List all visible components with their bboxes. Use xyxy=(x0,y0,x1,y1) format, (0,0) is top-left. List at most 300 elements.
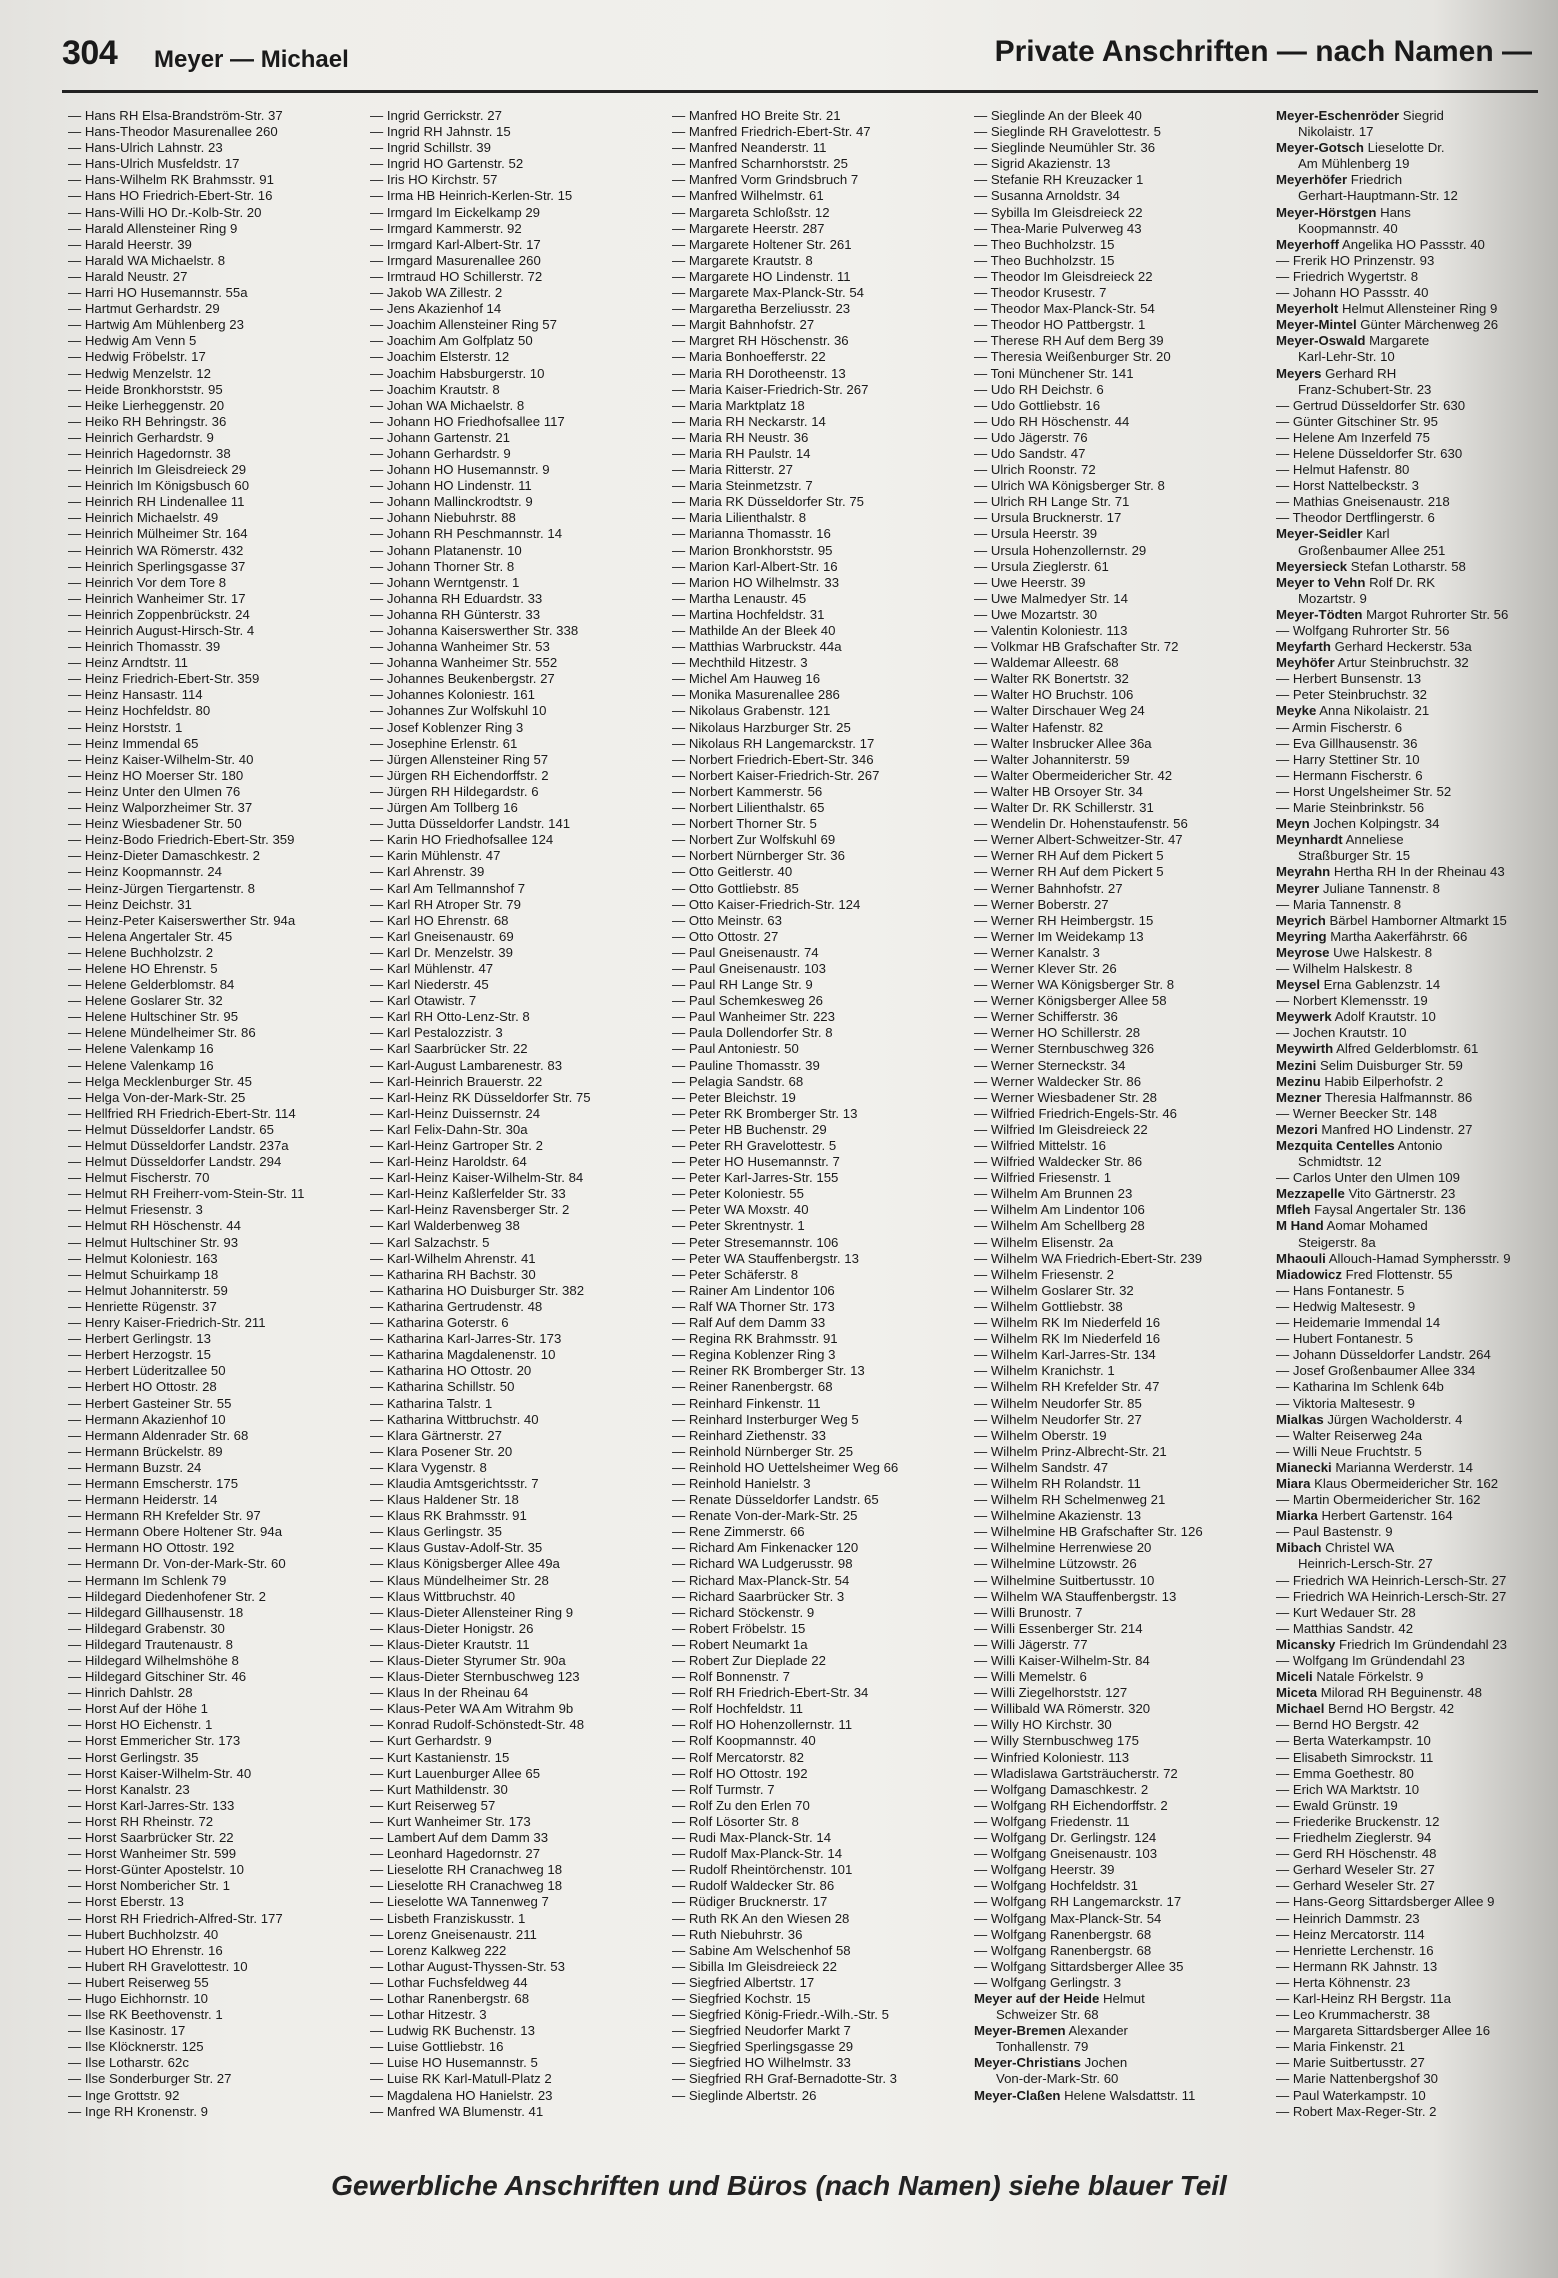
listing-entry: — Horst Gerlingstr. 35 xyxy=(68,1749,199,1765)
listing-entry: — Joachim Habsburgerstr. 10 xyxy=(370,365,545,381)
listing-entry: — Hubert Buchholzstr. 40 xyxy=(68,1926,219,1942)
listing-entry: — Johann HO Lindenstr. 11 xyxy=(370,478,532,494)
listing-entry: Mezner Theresia Halfmannstr. 86 xyxy=(1276,1089,1473,1105)
listing-entry: — Willi Kaiser-Wilhelm-Str. 84 xyxy=(974,1653,1150,1668)
listing-entry: — Gerhard Weseler Str. 27 xyxy=(1276,1878,1435,1894)
listing-entry: — Friedhelm Zieglerstr. 94 xyxy=(1276,1830,1432,1846)
listing-entry: — Werner Im Weidekamp 13 xyxy=(974,928,1144,944)
listing-entry: — Maria RH Paulstr. 14 xyxy=(672,445,811,461)
listing-entry: — Valentin Koloniestr. 113 xyxy=(974,623,1128,638)
listing-entry: — Karl Ahrenstr. 39 xyxy=(370,864,485,880)
listing-entry: — Helmut Hafenstr. 80 xyxy=(1276,462,1410,478)
listing-entry: — Werner WA Königsberger Str. 8 xyxy=(974,977,1175,993)
listing-entry: — Michel Am Hauweg 16 xyxy=(672,671,821,687)
listing-entry: — Wilhelm WA Stauffenbergstr. 13 xyxy=(974,1588,1177,1604)
listing-entry: — Karl-Heinz RH Bergstr. 11a xyxy=(1276,1990,1451,2006)
listing-entry: — Klaus Haldener Str. 18 xyxy=(370,1492,519,1508)
listing-entry: — Margarete HO Lindenstr. 11 xyxy=(672,268,851,284)
listing-entry: — Kurt Lauenburger Allee 65 xyxy=(370,1765,541,1781)
listing-entry: — Klaus Wittbruchstr. 40 xyxy=(370,1588,516,1604)
listing-entry: — Henriette Lerchenstr. 16 xyxy=(1276,1942,1434,1958)
listing-entry: — Hermann Heiderstr. 14 xyxy=(68,1492,218,1508)
listing-entry: — Rudolf Max-Planck-Str. 14 xyxy=(672,1846,843,1862)
listing-entry: — Heinrich Mülheimer Str. 164 xyxy=(68,526,248,542)
listing-entry: — Richard Am Finkenacker 120 xyxy=(672,1540,859,1556)
listing-entry: — Heinrich Dammstr. 23 xyxy=(1276,1910,1420,1926)
listing-entry: — Johann Platanenstr. 10 xyxy=(370,542,522,558)
listing-entry: — Karl RH Otto-Lenz-Str. 8 xyxy=(370,1009,530,1025)
listing-entry: — Harri HO Husemannstr. 55a xyxy=(68,285,248,301)
listing-entry: — Irmgard Kammerstr. 92 xyxy=(370,220,522,236)
listing-entry: — Wilhelm RH Schelmenweg 21 xyxy=(974,1492,1166,1508)
listing-entry: — Kurt Reiserweg 57 xyxy=(370,1797,496,1813)
listing-entry: Am Mühlenberg 19 xyxy=(1298,156,1410,172)
listing-entry: — Katharina Wittbruchstr. 40 xyxy=(370,1411,539,1427)
listing-entry: — Hedwig Menzelstr. 12 xyxy=(68,365,211,381)
listing-entry: — Hans-Theodor Masurenallee 260 xyxy=(68,124,278,140)
listing-entry: — Jürgen RH Eichendorffstr. 2 xyxy=(370,767,549,783)
listing-entry: — Willi Brunostr. 7 xyxy=(974,1604,1083,1620)
listing-entry: — Theodor HO Pattbergstr. 1 xyxy=(974,317,1146,333)
listing-entry: — Friederike Bruckenstr. 12 xyxy=(1276,1813,1440,1829)
listing-entry: — Hermann Emscherstr. 175 xyxy=(68,1475,239,1491)
listing-entry: — Helena Angertaler Str. 45 xyxy=(68,928,233,944)
listing-entry: — Irmgard Karl-Albert-Str. 17 xyxy=(370,236,541,252)
listing-entry: — Rüdiger Brucknerstr. 17 xyxy=(672,1894,828,1910)
listing-entry: — Rolf Mercatorstr. 82 xyxy=(672,1749,804,1765)
listing-entry: — Horst Eberstr. 13 xyxy=(68,1894,184,1910)
listing-entry: Mezinu Habib Eilperhofstr. 2 xyxy=(1276,1073,1444,1089)
listing-entry: — Gertrud Düsseldorfer Str. 630 xyxy=(1276,397,1466,413)
listing-entry: — Udo Sandstr. 47 xyxy=(974,445,1086,461)
listing-entry: — Theodor Max-Planck-Str. 54 xyxy=(974,301,1155,317)
listing-entry: — Hermann RK Jahnstr. 13 xyxy=(1276,1958,1438,1974)
listing-entry: — Klaus-Dieter Krautstr. 11 xyxy=(370,1636,530,1652)
listing-entry: — Irma HB Heinrich-Kerlen-Str. 15 xyxy=(370,188,573,204)
listing-entry: — Hellfried RH Friedrich-Ebert-Str. 114 xyxy=(68,1105,296,1121)
listing-entry: — Stefanie RH Kreuzacker 1 xyxy=(974,172,1144,188)
listing-entry: — Hermann Aldenrader Str. 68 xyxy=(68,1427,249,1443)
listing-entry: — Walter Dr. RK Schillerstr. 31 xyxy=(974,800,1154,816)
listing-entry: — Manfred Neanderstr. 11 xyxy=(672,140,827,156)
listing-entry: — Ralf WA Thorner Str. 173 xyxy=(672,1298,835,1314)
listing-entry: — Hartwig Am Mühlenberg 23 xyxy=(68,317,244,333)
listing-entry: — Siegfried RH Graf-Bernadotte-Str. 3 xyxy=(672,2071,898,2087)
listing-entry: — Paul Gneisenaustr. 74 xyxy=(672,944,819,960)
listing-entry: — Hildegard Gillhausenstr. 18 xyxy=(68,1604,244,1620)
listing-entry: — Wilhelm Halskestr. 8 xyxy=(1276,960,1413,976)
listing-entry: — Susanna Arnoldstr. 34 xyxy=(974,188,1120,204)
listing-entry: — Jakob WA Zillestr. 2 xyxy=(370,285,503,301)
listing-entry: — Karl-Heinz Kaßlerfelder Str. 33 xyxy=(370,1186,566,1202)
listing-entry: — Reinhold HO Uettelsheimer Weg 66 xyxy=(672,1459,899,1475)
listing-entry: — Karin HO Friedhofsallee 124 xyxy=(370,832,554,848)
section-title: Private Anschriften — nach Namen — xyxy=(994,35,1532,68)
listing-entry: — Hubert Fontanestr. 5 xyxy=(1276,1331,1414,1347)
listing-entry: — Helmut Düsseldorfer Landstr. 65 xyxy=(68,1121,274,1137)
listing-entry: — Willi Essenberger Str. 214 xyxy=(974,1620,1143,1636)
listing-entry: Heinrich-Lersch-Str. 27 xyxy=(1298,1556,1433,1572)
listing-entry: — Hermann Obere Holtener Str. 94a xyxy=(68,1524,283,1540)
listing-entry: — Werner HO Schillerstr. 28 xyxy=(974,1025,1141,1041)
listing-entry: — Walter Hafenstr. 82 xyxy=(974,719,1104,735)
listing-entry: — Otto Gottliebstr. 85 xyxy=(672,880,799,896)
listing-entry: — Paul Gneisenaustr. 103 xyxy=(672,960,826,976)
listing-entry: — Karl Mühlenstr. 47 xyxy=(370,960,494,976)
listing-entry: — Werner Sterneckstr. 34 xyxy=(974,1057,1126,1073)
listing-entry: — Margaretha Berzeliusstr. 23 xyxy=(672,301,851,317)
listing-entry: — Leonhard Hagedornstr. 27 xyxy=(370,1846,541,1862)
listing-entry: — Monika Masurenallee 286 xyxy=(672,687,840,703)
listing-entry: — Karl Felix-Dahn-Str. 30a xyxy=(370,1121,528,1137)
listing-entry: — Klara Vygenstr. 8 xyxy=(370,1459,487,1475)
listing-entry: — Maria Steinmetzstr. 7 xyxy=(672,478,813,494)
listing-entry: — Wilhelm Am Brunnen 23 xyxy=(974,1186,1133,1202)
listing-entry: — Martin Obermeidericher Str. 162 xyxy=(1276,1492,1481,1508)
listing-entry: — Hermann Dr. Von-der-Mark-Str. 60 xyxy=(68,1556,286,1572)
listing-entry: — Rudi Max-Planck-Str. 14 xyxy=(672,1830,832,1846)
listing-entry: — Wilhelm Prinz-Albrecht-Str. 21 xyxy=(974,1443,1167,1459)
listing-entry: — Gerd RH Höschenstr. 48 xyxy=(1276,1846,1437,1862)
listing-entry: — Harald WA Michaelstr. 8 xyxy=(68,252,226,268)
listing-entry: — Wilhelm Gottliebstr. 38 xyxy=(974,1298,1123,1314)
listing-entry: — Helene Düsseldorfer Str. 630 xyxy=(1276,445,1463,461)
listing-entry: — Winfried Koloniestr. 113 xyxy=(974,1749,1130,1765)
listing-entry: — Horst RH Rheinstr. 72 xyxy=(68,1813,214,1829)
listing-entry: — Maria Kaiser-Friedrich-Str. 267 xyxy=(672,381,869,397)
listing-entry: — Horst HO Eichenstr. 1 xyxy=(68,1717,213,1733)
listing-entry: — Karl Saarbrücker Str. 22 xyxy=(370,1041,528,1057)
listing-entry: — Werner RH Auf dem Pickert 5 xyxy=(974,864,1164,880)
listing-entry: — Horst Kanalstr. 23 xyxy=(68,1781,190,1797)
listing-entry: — Lisbeth Franziskusstr. 1 xyxy=(370,1910,526,1926)
listing-entry: — Hans Fontanestr. 5 xyxy=(1276,1282,1405,1298)
footer-note: Gewerbliche Anschriften und Büros (nach Namen) siehe blauer Teil xyxy=(331,2170,1227,2201)
listing-entry: — Mechthild Hitzestr. 3 xyxy=(672,655,808,671)
listing-entry: — Wilhelm Neudorfer Str. 27 xyxy=(974,1411,1142,1427)
listing-entry: — Harald Heerstr. 39 xyxy=(68,236,192,252)
listing-entry: Meyer-Bremen Alexander xyxy=(974,2023,1128,2039)
listing-entry: — Klaus Königsberger Allee 49a xyxy=(370,1556,560,1572)
listing-entry: — Heinrich Im Königsbusch 60 xyxy=(68,478,250,494)
listing-entry: — Hedwig Am Venn 5 xyxy=(68,333,197,349)
listing-entry: — Nikolaus Grabenstr. 121 xyxy=(672,703,831,719)
listing-entry: — Marie Steinbrinkstr. 56 xyxy=(1276,800,1425,816)
listing-entry: — Paul RH Lange Str. 9 xyxy=(672,977,813,993)
listing-entry: — Maria Tannenstr. 8 xyxy=(1276,896,1402,912)
listing-entry: — Heinz-Bodo Friedrich-Ebert-Str. 359 xyxy=(68,832,295,848)
listing-entry: — Heinz Kaiser-Wilhelm-Str. 40 xyxy=(68,751,254,767)
listing-entry: — Walter Obermeidericher Str. 42 xyxy=(974,767,1173,783)
column-3 xyxy=(672,108,968,2104)
listing-entry: Meyer-Seidler Karl xyxy=(1276,526,1390,542)
listing-entry: Meywerk Adolf Krautstr. 10 xyxy=(1276,1009,1436,1025)
listing-entry: — Volkmar HB Grafschafter Str. 72 xyxy=(974,639,1179,655)
listing-entry: — Helmut RH Freiherr-vom-Stein-Str. 11 xyxy=(68,1186,305,1202)
listing-entry: — Ulrich RH Lange Str. 71 xyxy=(974,494,1130,510)
listing-entry: — Renate Düsseldorfer Landstr. 65 xyxy=(672,1492,879,1508)
listing-entry: — Luise Gottliebstr. 16 xyxy=(370,2039,504,2055)
listing-entry: — Johanna Wanheimer Str. 552 xyxy=(370,655,558,671)
listing-entry: — Jutta Düsseldorfer Landstr. 141 xyxy=(370,816,571,832)
listing-entry: Mfleh Faysal Angertaler Str. 136 xyxy=(1276,1202,1466,1218)
listing-entry: — Katharina Talstr. 1 xyxy=(370,1395,493,1411)
listing-entry: — Lothar Ranenbergstr. 68 xyxy=(370,1990,530,2006)
listing-entry: — Helene Mündelheimer Str. 86 xyxy=(68,1025,256,1041)
listing-entry: — Walter Dirschauer Weg 24 xyxy=(974,703,1145,719)
listing-entry: — Kurt Kastanienstr. 15 xyxy=(370,1749,510,1765)
listing-entry: — Manfred Friedrich-Ebert-Str. 47 xyxy=(672,124,871,140)
listing-entry: — Herbert Gerlingstr. 13 xyxy=(68,1331,211,1347)
listing-entry: — Manfred WA Blumenstr. 41 xyxy=(370,2103,544,2119)
listing-entry: — Klaus In der Rheinau 64 xyxy=(370,1685,529,1701)
column-1 xyxy=(68,108,364,2120)
listing-entry: — Johanna RH Eduardstr. 33 xyxy=(370,590,543,606)
listing-entry: — Willy HO Kirchstr. 30 xyxy=(974,1717,1112,1733)
listing-entry: — Rolf HO Ottostr. 192 xyxy=(672,1765,808,1781)
listing-entry: — Marie Nattenbergshof 30 xyxy=(1276,2071,1438,2087)
listing-entry: — Elisabeth Simrockstr. 11 xyxy=(1276,1749,1434,1765)
listing-entry: — Klaudia Amtsgerichtsstr. 7 xyxy=(370,1475,539,1491)
listing-entry: — Hans HO Friedrich-Ebert-Str. 16 xyxy=(68,188,273,204)
listing-entry: Mezori Manfred HO Lindenstr. 27 xyxy=(1276,1121,1473,1137)
listing-entry: — Peter WA Moxstr. 40 xyxy=(672,1202,809,1218)
listing-entry: — Johann RH Peschmannstr. 14 xyxy=(370,526,563,542)
listing-entry: — Horst Saarbrücker Str. 22 xyxy=(68,1830,234,1846)
listing-entry: Miarka Herbert Gartenstr. 164 xyxy=(1276,1508,1453,1524)
listing-entry: — Heinz Immendal 65 xyxy=(68,735,199,751)
listing-entry: — Peter WA Stauffenbergstr. 13 xyxy=(672,1250,859,1266)
listing-entry: — Henriette Rügenstr. 37 xyxy=(68,1298,217,1314)
listing-entry: — Karl-Heinz Kaiser-Wilhelm-Str. 84 xyxy=(370,1170,584,1186)
listing-entry: — Helene HO Ehrenstr. 5 xyxy=(68,960,218,976)
listing-entry: — Ilse Sonderburger Str. 27 xyxy=(68,2071,232,2087)
listing-entry: — Johannes Koloniestr. 161 xyxy=(370,687,535,703)
listing-entry: — Wilhelm RK Im Niederfeld 16 xyxy=(974,1315,1161,1331)
listing-entry: — Norbert Friedrich-Ebert-Str. 346 xyxy=(672,751,874,767)
listing-entry: — Heinz HO Moerser Str. 180 xyxy=(68,767,244,783)
listing-entry: — Helene Valenkamp 16 xyxy=(68,1041,214,1057)
listing-entry: — Theresia Weißenburger Str. 20 xyxy=(974,349,1171,365)
listing-entry: — Carlos Unter den Ulmen 109 xyxy=(1276,1170,1460,1186)
listing-entry: — Renate Von-der-Mark-Str. 25 xyxy=(672,1508,858,1524)
listing-entry: — Eva Gillhausenstr. 36 xyxy=(1276,735,1418,751)
listing-entry: — Uwe Heerstr. 39 xyxy=(974,574,1086,590)
listing-entry: — Werner Albert-Schweitzer-Str. 47 xyxy=(974,832,1183,848)
listing-entry: — Heinrich Thomasstr. 39 xyxy=(68,639,221,655)
listing-entry: — Matthias Sandstr. 42 xyxy=(1276,1620,1414,1636)
listing-entry: — Helmut Fischerstr. 70 xyxy=(68,1170,210,1186)
listing-entry: — Ludwig RK Buchenstr. 13 xyxy=(370,2023,535,2039)
listing-entry: — Werner Kanalstr. 3 xyxy=(974,944,1100,960)
listing-entry: — Johann Thorner Str. 8 xyxy=(370,558,515,574)
listing-entry: — Helga Mecklenburger Str. 45 xyxy=(68,1073,252,1089)
listing-entry: — Paul Bastenstr. 9 xyxy=(1276,1524,1393,1540)
listing-entry: — Werner Königsberger Allee 58 xyxy=(974,993,1167,1009)
listing-entry: — Inge Grottstr. 92 xyxy=(68,2087,180,2103)
listing-entry: — Wilfried Im Gleisdreieck 22 xyxy=(974,1121,1148,1137)
listing-entry: — Norbert Nürnberger Str. 36 xyxy=(672,848,845,864)
listing-entry: — Peter Bleichstr. 19 xyxy=(672,1089,796,1105)
listing-entry: Meyerholt Helmut Allensteiner Ring 9 xyxy=(1276,301,1498,317)
listing-entry: — Wolfgang Max-Planck-Str. 54 xyxy=(974,1910,1162,1926)
listing-entry: — Wolfgang Im Gründendahl 23 xyxy=(1276,1653,1465,1668)
listing-entry: — Lothar Fuchsfeldweg 44 xyxy=(370,1974,528,1990)
listing-entry: Mhaouli Allouch-Hamad Symphersstr. 9 xyxy=(1276,1250,1511,1266)
listing-entry: — Margarete Max-Planck-Str. 54 xyxy=(672,285,865,301)
listing-entry: — Helmut Johanniterstr. 59 xyxy=(68,1282,228,1298)
listing-entry: — Hugo Eichhornstr. 10 xyxy=(68,1990,209,2006)
listing-entry: Meyrose Uwe Halskestr. 8 xyxy=(1276,944,1433,960)
listing-entry: — Helga Von-der-Mark-Str. 25 xyxy=(68,1089,246,1105)
listing-entry: — Heinrich Gerhardstr. 9 xyxy=(68,429,214,445)
listing-entry: — Jürgen Allensteiner Ring 57 xyxy=(370,751,549,767)
header-rule xyxy=(62,90,1538,93)
listing-entry: Michael Bernd HO Bergstr. 42 xyxy=(1276,1701,1455,1717)
listing-entry: Meyn Jochen Kolpingstr. 34 xyxy=(1276,816,1440,832)
listing-entry: — Nikolaus RH Langemarckstr. 17 xyxy=(672,735,875,751)
listing-entry: — Karl Salzachstr. 5 xyxy=(370,1234,490,1250)
listing-entry: — Werner Bahnhofstr. 27 xyxy=(974,880,1123,896)
listing-entry: — Udo Jägerstr. 76 xyxy=(974,429,1088,445)
listing-entry: Franz-Schubert-Str. 23 xyxy=(1298,381,1432,397)
listing-entry: — Karl-Heinz RK Düsseldorfer Str. 75 xyxy=(370,1089,591,1105)
listing-entry: — Werner Wiesbadener Str. 28 xyxy=(974,1089,1157,1105)
listing-entry: — Sieglinde Neumühler Str. 36 xyxy=(974,140,1156,156)
listing-entry: — Friedrich WA Heinrich-Lersch-Str. 27 xyxy=(1276,1572,1507,1588)
listing-entry: Schweizer Str. 68 xyxy=(996,2007,1099,2023)
listing-entry: Meyfarth Gerhard Heckerstr. 53a xyxy=(1276,639,1472,655)
listing-entry: — Johannes Beukenbergstr. 27 xyxy=(370,671,555,687)
listing-entry: — Rene Zimmerstr. 66 xyxy=(672,1524,805,1540)
listing-entry: — Harald Allensteiner Ring 9 xyxy=(68,220,238,236)
listing-entry: Meyer-Tödten Margot Ruhrorter Str. 56 xyxy=(1276,606,1509,622)
listing-entry: — Helene Hultschiner Str. 95 xyxy=(68,1009,239,1025)
listing-entry: — Wolfgang Ranenbergstr. 68 xyxy=(974,1942,1152,1958)
listing-entry: — Udo RH Höschenstr. 44 xyxy=(974,413,1130,429)
listing-entry: — Paul Schemkesweg 26 xyxy=(672,993,823,1009)
column-2 xyxy=(370,108,666,2120)
listing-entry: Meyers Gerhard RH xyxy=(1276,365,1397,381)
listing-entry: — Irmgard Im Eickelkamp 29 xyxy=(370,204,541,220)
listing-entry: — Manfred Scharnhorststr. 25 xyxy=(672,156,848,172)
listing-entry: — Richard Max-Planck-Str. 54 xyxy=(672,1572,850,1588)
listing-entry: — Karl-August Lambarenestr. 83 xyxy=(370,1057,563,1073)
listing-entry: — Irmtraud HO Schillerstr. 72 xyxy=(370,268,543,284)
listing-entry: — Hermann Akazienhof 10 xyxy=(68,1411,226,1427)
listing-entry: — Wilhelm Sandstr. 47 xyxy=(974,1459,1109,1475)
listing-entry: — Hartmut Gerhardstr. 29 xyxy=(68,301,220,317)
listing-entry: — Hans-Wilhelm RK Brahmsstr. 91 xyxy=(68,172,274,188)
listing-entry: — Wilhelm Am Lindentor 106 xyxy=(974,1202,1145,1218)
listing-entry: — Walter Reiserweg 24a xyxy=(1276,1427,1423,1443)
listing-entry: — Wilfried Waldecker Str. 86 xyxy=(974,1154,1143,1170)
listing-entry: — Paul Waterkampstr. 10 xyxy=(1276,2087,1426,2103)
listing-entry: — Heinrich Sperlingsgasse 37 xyxy=(68,558,246,574)
listing-entry: — Horst RH Friedrich-Alfred-Str. 177 xyxy=(68,1910,283,1926)
listing-entry: — Wolfgang Heerstr. 39 xyxy=(974,1862,1115,1878)
listing-entry: — Norbert Kaiser-Friedrich-Str. 267 xyxy=(672,767,880,783)
listing-entry: — Luise RK Karl-Matull-Platz 2 xyxy=(370,2071,552,2087)
listing-entry: — Walter HO Bruchstr. 106 xyxy=(974,687,1134,703)
listing-entry: — Margarete Krautstr. 8 xyxy=(672,252,813,268)
listing-entry: — Marion Karl-Albert-Str. 16 xyxy=(672,558,838,574)
listing-entry: — Paul Antoniestr. 50 xyxy=(672,1041,799,1057)
listing-entry: — Sieglinde An der Bleek 40 xyxy=(974,108,1142,123)
listing-entry: — Henry Kaiser-Friedrich-Str. 211 xyxy=(68,1315,266,1331)
listing-entry: — Rolf Koopmannstr. 40 xyxy=(672,1733,816,1749)
listing-entry: — Rolf Lösorter Str. 8 xyxy=(672,1813,799,1829)
listing-entry: — Walter HB Orsoyer Str. 34 xyxy=(974,783,1143,799)
listing-entry: Meyer-Oswald Margarete xyxy=(1276,333,1430,349)
listing-entry: — Johann HO Husemannstr. 9 xyxy=(370,462,550,478)
page-number: 304 xyxy=(62,34,118,72)
listing-entry: Miadowicz Fred Flottenstr. 55 xyxy=(1276,1266,1453,1282)
listing-entry: — Heinz Wiesbadener Str. 50 xyxy=(68,816,242,832)
listing-entry: — Maria Lilienthalstr. 8 xyxy=(672,510,807,526)
listing-entry: — Wolfgang RH Langemarckstr. 17 xyxy=(974,1894,1182,1910)
listing-entry: — Paula Dollendorfer Str. 8 xyxy=(672,1025,833,1041)
listing-entry: — Maria RH Neustr. 36 xyxy=(672,429,809,445)
listing-entry: — Wolfgang Gerlingstr. 3 xyxy=(974,1974,1122,1990)
listing-entry: — Walter RK Bonertstr. 32 xyxy=(974,671,1129,687)
listing-entry: — Manfred HO Breite Str. 21 xyxy=(672,108,841,123)
listing-entry: — Johanna RH Günterstr. 33 xyxy=(370,606,541,622)
listing-entry: — Ursula Zieglerstr. 61 xyxy=(974,558,1109,574)
listing-entry: — Friedrich WA Heinrich-Lersch-Str. 27 xyxy=(1276,1588,1507,1604)
listing-entry: — Jens Akazienhof 14 xyxy=(370,301,502,317)
listing-entry: — Wolfgang Dr. Gerlingstr. 124 xyxy=(974,1830,1157,1846)
listing-entry: — Maria Bonhoefferstr. 22 xyxy=(672,349,826,365)
listing-entry: — Peter Skrentnystr. 1 xyxy=(672,1218,805,1234)
listing-entry: — Siegfried Albertstr. 17 xyxy=(672,1974,815,1990)
listing-entry: — Uwe Mozartstr. 30 xyxy=(974,606,1098,622)
listing-entry: Mibach Christel WA xyxy=(1276,1540,1395,1556)
listing-entry: — Helene Am Inzerfeld 75 xyxy=(1276,429,1430,445)
listing-entry: Meyer-Claßen Helene Walsdattstr. 11 xyxy=(974,2087,1196,2103)
listing-entry: — Robert Neumarkt 1a xyxy=(672,1636,808,1652)
listing-entry: — Gerhard Weseler Str. 27 xyxy=(1276,1862,1435,1878)
listing-entry: — Peter HO Husemannstr. 7 xyxy=(672,1154,840,1170)
listing-entry: — Rolf HO Hohenzollernstr. 11 xyxy=(672,1717,853,1733)
listing-entry: — Karl Dr. Menzelstr. 39 xyxy=(370,944,513,960)
listing-entry: — Ingrid Gerrickstr. 27 xyxy=(370,108,502,123)
listing-entry: — Ingrid Schillstr. 39 xyxy=(370,140,491,156)
listing-entry: — Norbert Kammerstr. 56 xyxy=(672,783,823,799)
listing-entry: — Marion Bronkhorststr. 95 xyxy=(672,542,833,558)
listing-entry: — Heinz-Peter Kaiserswerther Str. 94a xyxy=(68,912,296,928)
listing-entry: — Josef Großenbaumer Allee 334 xyxy=(1276,1363,1476,1379)
listing-entry: — Hermann Fischerstr. 6 xyxy=(1276,767,1423,783)
listing-entry: — Ilse Klöcknerstr. 125 xyxy=(68,2039,204,2055)
listing-entry: — Wilhelmine HB Grafschafter Str. 126 xyxy=(974,1524,1203,1540)
listing-entry: — Berta Waterkampstr. 10 xyxy=(1276,1733,1431,1749)
listing-entry: — Lothar Hitzestr. 3 xyxy=(370,2007,487,2023)
listing-entry: — Siegfried Kochstr. 15 xyxy=(672,1990,811,2006)
listing-entry: — Horst Karl-Jarres-Str. 133 xyxy=(68,1797,235,1813)
listing-entry: — Klara Gärtnerstr. 27 xyxy=(370,1427,502,1443)
listing-entry: — Helmut Koloniestr. 163 xyxy=(68,1250,218,1266)
listing-entry: — Margarete Holtener Str. 261 xyxy=(672,236,852,252)
listing-entry: — Joachim Allensteiner Ring 57 xyxy=(370,317,557,333)
listing-entry: — Hans-Ulrich Musfeldstr. 17 xyxy=(68,156,240,172)
listing-entry: — Regina RK Brahmsstr. 91 xyxy=(672,1331,838,1347)
listing-entry: Meyer-Eschenröder Siegrid xyxy=(1276,108,1444,123)
listing-entry: — Peter Stresemannstr. 106 xyxy=(672,1234,839,1250)
listing-entry: — Sieglinde RH Gravelottestr. 5 xyxy=(974,124,1161,140)
listing-entry: — Karl RH Atroper Str. 79 xyxy=(370,896,521,912)
listing-entry: — Emma Goethestr. 80 xyxy=(1276,1765,1414,1781)
